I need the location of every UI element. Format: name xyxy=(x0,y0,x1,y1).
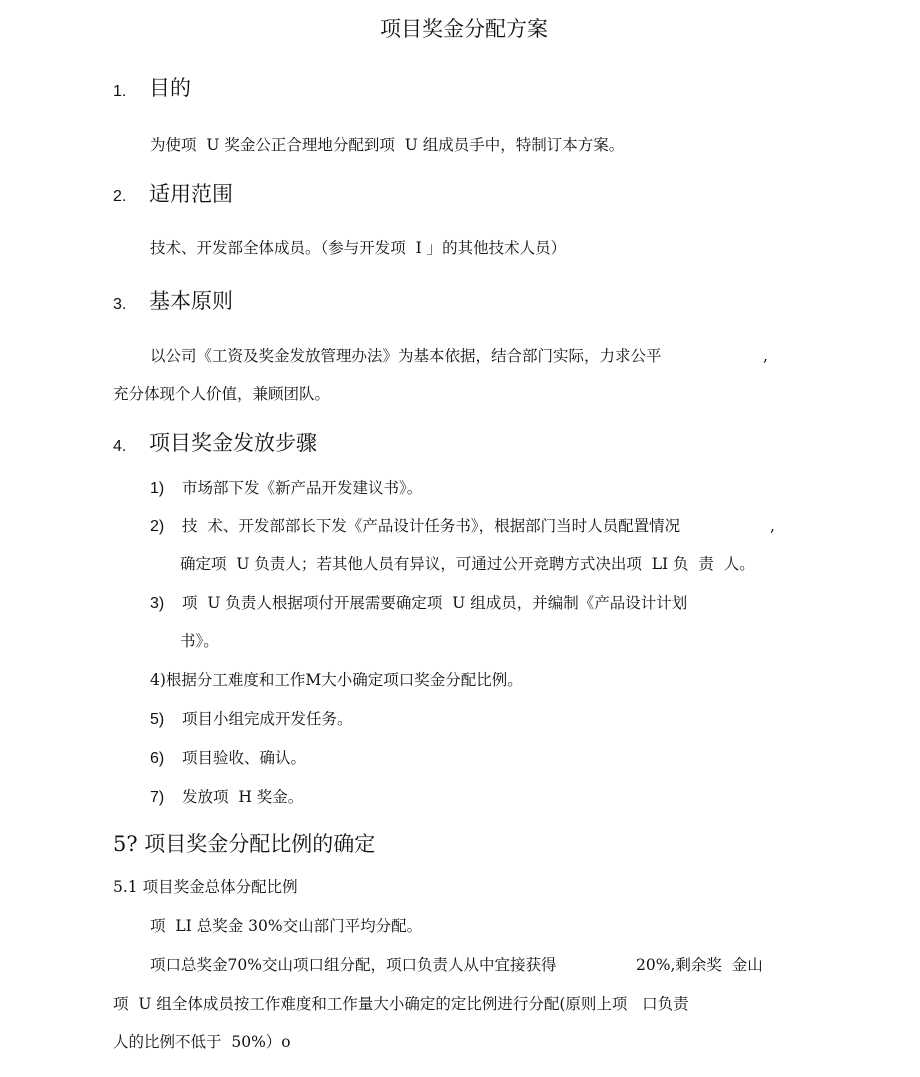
step-5-number: 5) xyxy=(150,711,165,728)
section-3-heading: 基本原则 xyxy=(149,289,233,313)
section-2-body: 技术、开发部全体成员。（参与开发项 I 」的其他技术人员） xyxy=(150,239,567,257)
section-3-number: 3. xyxy=(113,296,127,313)
step-7-text: 发放项 H 奖金。 xyxy=(182,788,304,806)
step-6-number: 6) xyxy=(150,750,165,767)
step-5-text: 项目小组完成开发任务。 xyxy=(182,710,353,728)
step-2-tail: , xyxy=(770,517,775,535)
section-5-1-heading: 5.1 项目奖金总体分配比例 xyxy=(113,878,298,896)
step-2-text: 技 术、开发部部长下发《产品设计任务书》，根据部门当时人员配置情况 xyxy=(182,517,681,535)
section-1-body: 为使项 U 奖金公正合理地分配到项 U 组成员手中，特制订本方案。 xyxy=(150,136,625,154)
section-5-paragraph-2-line1: 项口总奖金70%交山项口组分配，项口负责人从中宜接获得 xyxy=(150,956,557,974)
step-1-text: 市场部下发《新产品开发建议书》。 xyxy=(182,479,423,497)
section-3-body-line2: 充分体现个人价值，兼顾团队。 xyxy=(113,385,331,403)
section-3-body-line1-tail: , xyxy=(763,347,768,365)
step-3-text: 项 U 负责人根据项付开展需要确定项 U 组成员，并编制《产品设计计划 xyxy=(182,594,688,612)
section-5-paragraph-2-line1-tail: 20%,剩余奖 金山 xyxy=(636,956,763,974)
document-title: 项目奖金分配方案 xyxy=(380,17,548,41)
section-2-number: 2. xyxy=(113,188,127,205)
step-6-text: 项目验收、确认。 xyxy=(182,749,307,767)
step-1-number: 1) xyxy=(150,480,165,497)
step-3-continuation: 书》。 xyxy=(180,632,219,650)
section-2-heading: 适用范围 xyxy=(149,182,233,206)
section-4-heading: 项目奖金发放步骤 xyxy=(149,431,317,455)
step-2-number: 2) xyxy=(150,518,165,535)
section-5-paragraph-2-line2: 项 U 组全体成员按工作难度和工作量大小确定的定比例进行分配(原则上项 口负责 xyxy=(113,995,689,1013)
step-2-continuation: 确定项 U 负责人；若其他人员有异议，可通过公开竞聘方式决出项 LI 负 责 人。 xyxy=(180,555,755,573)
section-5-heading: 5? 项目奖金分配比例的确定 xyxy=(113,832,376,856)
section-3-body-line1: 以公司《工资及奖金发放管理办法》为基本依据，结合部门实际，力求公平 xyxy=(150,347,662,365)
step-3-number: 3) xyxy=(150,595,165,612)
section-5-paragraph-2-line3: 人的比例不低于 50%）o xyxy=(113,1033,291,1051)
section-1-number: 1. xyxy=(113,83,127,100)
step-7-number: 7) xyxy=(150,789,165,806)
section-5-paragraph-1: 项 LI 总奖金 30%交山部门平均分配。 xyxy=(150,917,423,935)
section-1-heading: 目的 xyxy=(149,76,191,100)
step-4-text: 4)根据分工难度和工作M大小确定项口奖金分配比例。 xyxy=(150,671,523,689)
section-4-number: 4. xyxy=(113,438,127,455)
